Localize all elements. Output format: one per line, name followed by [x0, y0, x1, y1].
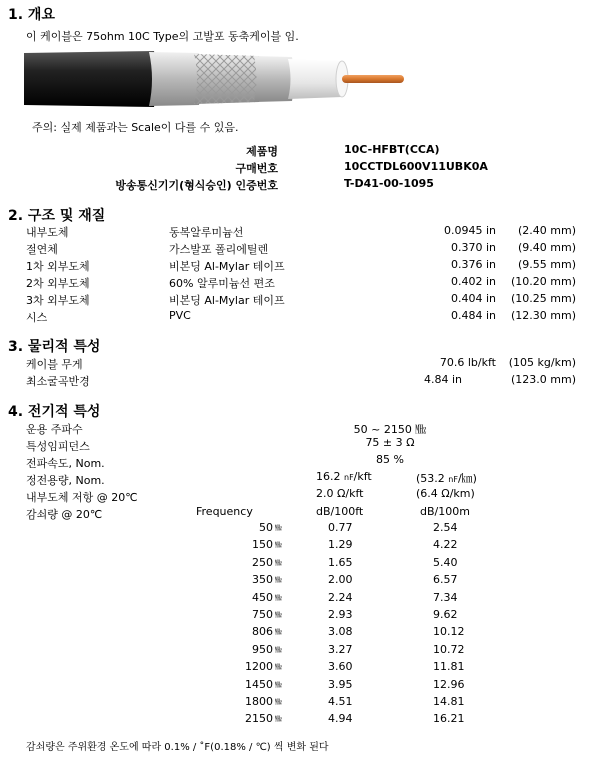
physical-imperial: 70.6 lb/kft [439, 356, 496, 369]
att-db-100ft: 3.08 [328, 625, 353, 638]
att-frequency: 806 ㎒ [252, 625, 282, 638]
att-frequency: 750 ㎒ [252, 608, 282, 621]
att-frequency: 450 ㎒ [252, 591, 282, 604]
coax-cable-illustration [24, 45, 414, 113]
att-db-100m: 7.34 [433, 591, 458, 604]
capacitance-value: 16.2 nF/kft [316, 470, 372, 483]
att-db-100m: 5.40 [433, 556, 458, 569]
impedance-label: 특성임피던스 [26, 440, 90, 453]
structure-inch: 0.370 in [450, 241, 496, 254]
att-db-100ft: 1.65 [328, 556, 353, 569]
att-header-ft: dB/100ft [316, 505, 364, 518]
structure-mm: (9.40 mm) [517, 241, 576, 254]
section-2-title: 2. 구조 및 재질 [8, 208, 106, 224]
structure-mm: (10.20 mm) [510, 275, 576, 288]
velocity-value: 85 % [376, 453, 404, 466]
info-value-product: 10C-HFBT(CCA) [344, 143, 440, 156]
att-frequency: 1200 ㎒ [245, 660, 282, 673]
att-db-100ft: 3.27 [328, 643, 353, 656]
att-db-100m: 10.72 [433, 643, 465, 656]
section-3-title: 3. 물리적 특성 [8, 339, 101, 355]
structure-name: 절연체 [26, 243, 58, 256]
structure-inch: 0.0945 in [443, 224, 496, 237]
scale-note: 주의: 실제 제품과는 Scale이 다를 수 있음. [32, 121, 239, 134]
att-frequency: 2150 ㎒ [245, 712, 282, 725]
physical-imperial: 4.84 in [423, 373, 462, 386]
att-db-100ft: 2.00 [328, 573, 353, 586]
structure-name: 1차 외부도체 [26, 260, 90, 273]
structure-inch: 0.376 in [450, 258, 496, 271]
info-label-cert: 방송통신기기(형식승인) 인증번호 [115, 179, 278, 192]
att-db-100ft: 3.60 [328, 660, 353, 673]
section-4-title: 4. 전기적 특성 [8, 404, 101, 420]
structure-inch: 0.402 in [450, 275, 496, 288]
footnote: 감쇠량은 주위환경 온도에 따라 0.1% / ˚F(0.18% / ℃) 씩 변화 된다 [26, 742, 329, 753]
info-label-product: 제품명 [246, 145, 278, 158]
structure-inch: 0.484 in [450, 309, 496, 322]
att-header-frequency: Frequency [196, 505, 253, 518]
intro-text: 이 케이블은 75ohm 10C Type의 고발포 동축케이블 임. [26, 30, 299, 43]
att-db-100ft: 3.95 [328, 678, 353, 691]
structure-name: 2차 외부도체 [26, 277, 90, 290]
att-db-100ft: 2.93 [328, 608, 353, 621]
info-value-cert: T-D41-00-1095 [344, 177, 434, 190]
freq-label: 운용 주파수 [26, 423, 83, 436]
structure-name: 시스 [26, 311, 48, 324]
structure-material: 60% 알루미늄선 편조 [169, 277, 275, 290]
att-db-100m: 16.21 [433, 712, 465, 725]
att-frequency: 150 ㎒ [252, 538, 282, 551]
physical-metric: (105 kg/km) [508, 356, 576, 369]
structure-name: 내부도체 [26, 226, 69, 239]
capacitance-label: 정전용량, Nom. [26, 474, 105, 487]
att-db-100ft: 2.24 [328, 591, 353, 604]
resistance-metric: (6.4 Ω/km) [416, 487, 475, 500]
structure-material: 가스발포 폴리에틸렌 [169, 243, 269, 256]
structure-material: PVC [169, 309, 191, 322]
att-db-100ft: 4.51 [328, 695, 353, 708]
att-db-100m: 11.81 [433, 660, 465, 673]
velocity-label: 전파속도, Nom. [26, 457, 105, 470]
att-db-100m: 4.22 [433, 538, 458, 551]
att-db-100m: 2.54 [433, 521, 458, 534]
att-header-m: dB/100m [420, 505, 470, 518]
capacitance-metric: (53.2 nF/㎞) [416, 472, 477, 485]
info-value-purchase: 10CCTDL600V11UBK0A [344, 160, 488, 173]
structure-material: 동복알루미늄선 [169, 226, 244, 239]
att-frequency: 1450 ㎒ [245, 678, 282, 691]
resistance-label: 내부도체 저항 @ 20℃ [26, 491, 138, 504]
structure-mm: (12.30 mm) [510, 309, 576, 322]
structure-material: 비본딩 Al-Mylar 테이프 [169, 294, 285, 307]
att-db-100m: 6.57 [433, 573, 458, 586]
att-db-100m: 14.81 [433, 695, 465, 708]
structure-material: 비본딩 Al-Mylar 테이프 [169, 260, 285, 273]
att-db-100m: 9.62 [433, 608, 458, 621]
physical-name: 최소굴곡반경 [26, 375, 90, 388]
freq-value: 50 ~ 2150 ㎒ [353, 423, 427, 436]
att-db-100ft: 1.29 [328, 538, 353, 551]
att-db-100ft: 0.77 [328, 521, 353, 534]
structure-mm: (2.40 mm) [517, 224, 576, 237]
att-db-100ft: 4.94 [328, 712, 353, 725]
attenuation-label: 감쇠량 @ 20℃ [26, 508, 103, 521]
physical-metric: (123.0 mm) [510, 373, 576, 386]
structure-mm: (10.25 mm) [510, 292, 576, 305]
structure-mm: (9.55 mm) [517, 258, 576, 271]
att-frequency: 950 ㎒ [252, 643, 282, 656]
att-frequency: 250 ㎒ [252, 556, 282, 569]
impedance-value: 75 ± 3 Ω [365, 436, 415, 449]
info-label-purchase: 구매번호 [235, 162, 278, 175]
att-db-100m: 10.12 [433, 625, 465, 638]
att-frequency: 350 ㎒ [252, 573, 282, 586]
att-db-100m: 12.96 [433, 678, 465, 691]
physical-name: 케이블 무게 [26, 358, 83, 371]
att-frequency: 1800 ㎒ [245, 695, 282, 708]
section-1-title: 1. 개요 [8, 7, 55, 23]
structure-name: 3차 외부도체 [26, 294, 90, 307]
resistance-value: 2.0 Ω/kft [316, 487, 364, 500]
att-frequency: 50 ㎒ [259, 521, 282, 534]
structure-inch: 0.404 in [450, 292, 496, 305]
